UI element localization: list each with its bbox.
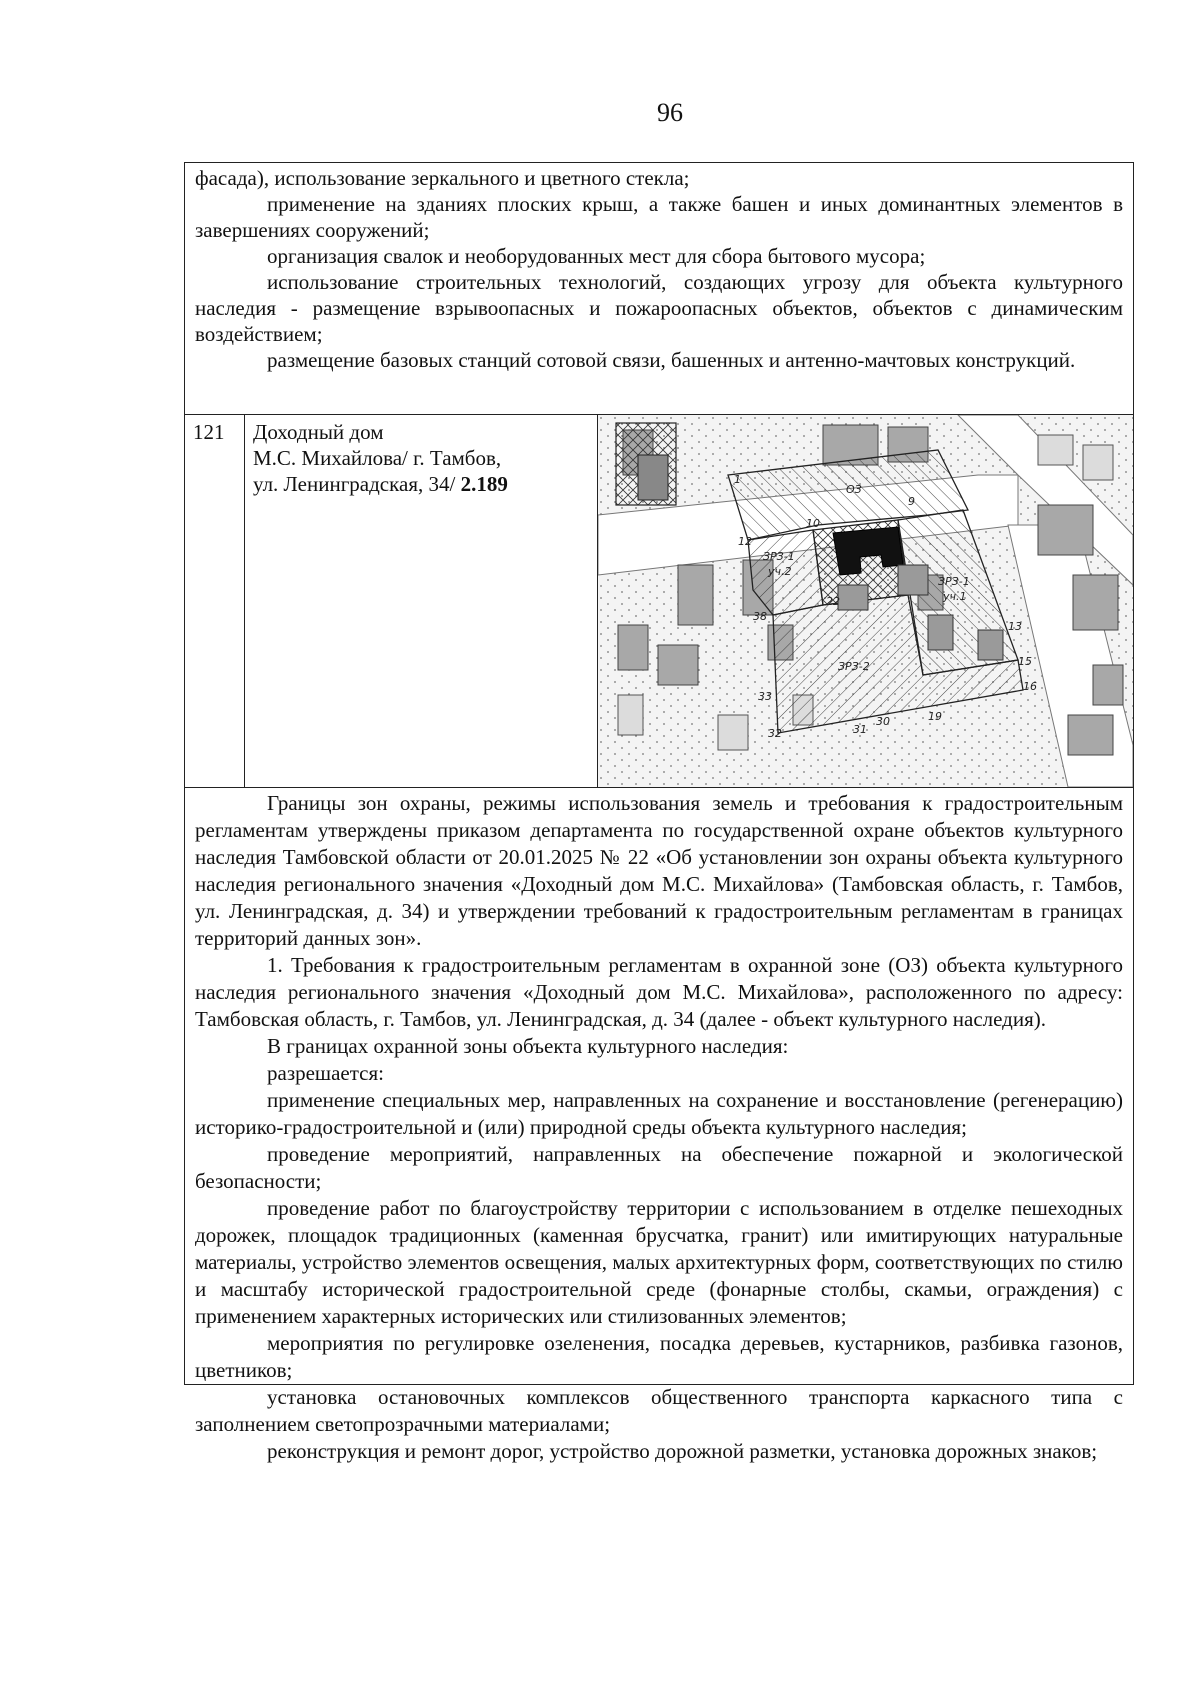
paragraph: организация свалок и необорудованных мест для сбора бытового мусора; [267,244,926,268]
paragraph: проведение мероприятий, направленных на обеспечение пожарной и экологической безопасности; [195,1142,1123,1193]
zone-label-uch1: уч.1 [943,590,967,603]
point-label: 1 [734,473,741,486]
point-label: 31 [853,723,867,736]
table-row [185,415,1133,788]
paragraph: разрешается: [267,1061,384,1085]
paragraph: мероприятия по регулировке озеленения, посадка деревьев, кустарников, разбивка газонов, цветников; [195,1331,1123,1382]
point-label: 38 [753,610,767,623]
point-label: 19 [928,710,942,723]
restrictions-continuation [185,163,1133,415]
paragraph: проведение работ по благоустройству территории с использованием в отделке пешеходных дорожек, площадок традиционных (каменная брусчатка, гранит) или имитирующих натуральные материалы, устройство элементов освещения, малых архитектурных форм, соответствующих по стилю и масштабу исторической градостроительной среде (фонарные столбы, скамьи, ограждения) с применением характерных исторических или стилизованных элементов; [195,1196,1123,1328]
object-address-line [253,471,597,497]
point-label: 15 [1018,655,1032,668]
requirements-text [185,788,1133,1463]
document-table [184,162,1134,1463]
zone-map-drawing [598,415,1133,787]
point-label: 12 [738,535,752,548]
row-number: 121 [185,415,245,787]
zone-label-uch2: уч.2 [768,565,792,578]
point-label: 13 [1008,620,1022,633]
object-name-line: М.С. Михайлова/ г. Тамбов, [253,446,502,470]
point-label: 10 [806,517,820,530]
object-address: ул. Ленинградская, 34/ [253,472,461,496]
zone-label-zrz1: ЗРЗ-1 [938,575,970,588]
point-label: 30 [876,715,890,728]
paragraph: установка остановочных комплексов общественного транспорта каркасного типа с заполнением светопрозрачными материалами; [195,1385,1123,1436]
paragraph: В границах охранной зоны объекта культурного наследия: [267,1034,789,1058]
paragraph: применение специальных мер, направленных на сохранение и восстановление (регенерацию) историко-градостроительной и (или) природной среды объекта культурного наследия; [195,1088,1123,1139]
zone-map [598,415,1133,787]
zone-label-zrz2: ЗРЗ-2 [838,660,870,673]
paragraph: фасада), использование зеркального и цветного стекла; [195,166,690,190]
point-label: 9 [908,495,915,508]
paragraph: использование строительных технологий, создающих угрозу для объекта культурного наследия - размещение взрывоопасных и пожароопасных объектов, объектов с динамическим воздействием; [195,270,1123,346]
point-label: 33 [758,690,772,703]
paragraph: размещение базовых станций сотовой связи, башенных и антенно-мачтовых конструкций. [267,348,1076,372]
paragraph: применение на зданиях плоских крыш, а также башен и иных доминантных элементов в завершениях сооружений; [195,192,1123,242]
point-label: 16 [1023,680,1037,693]
object-code: 2.189 [460,472,508,496]
point-label: 32 [768,727,782,740]
paragraph: Границы зон охраны, режимы использования земель и требования к градостроительным регламентам утверждены приказом департамента по государственной охране объектов культурного наследия Тамбовской области от 20.01.2025 № 22 «Об установлении зон охраны объекта культурного наследия регионального значения «Доходный дом М.С. Михайлова» (Тамбовская область, г. Тамбов, ул. Ленинградская, д. 34) и утверждении требований к градостроительным регламентам в границах территорий данных зон». [195,791,1123,950]
object-name-cell [245,415,598,787]
paragraph: 1. Требования к градостроительным регламентам в охранной зоне (ОЗ) объекта культурного наследия регионального значения «Доходный дом М.С. Михайлова», расположенного по адресу: Тамбовская область, г. Тамбов, ул. Ленинградская, д. 34 (далее - объект культурного наследия). [195,953,1123,1031]
object-name-line: Доходный дом [253,420,384,444]
zone-label-oz: ОЗ [846,483,862,496]
point-label: 22 [826,595,840,608]
zone-label-zrz1: ЗРЗ-1 [763,550,795,563]
paragraph: реконструкция и ремонт дорог, устройство дорожной разметки, установка дорожных знаков; [267,1439,1098,1463]
page-number: 96 [657,98,683,127]
